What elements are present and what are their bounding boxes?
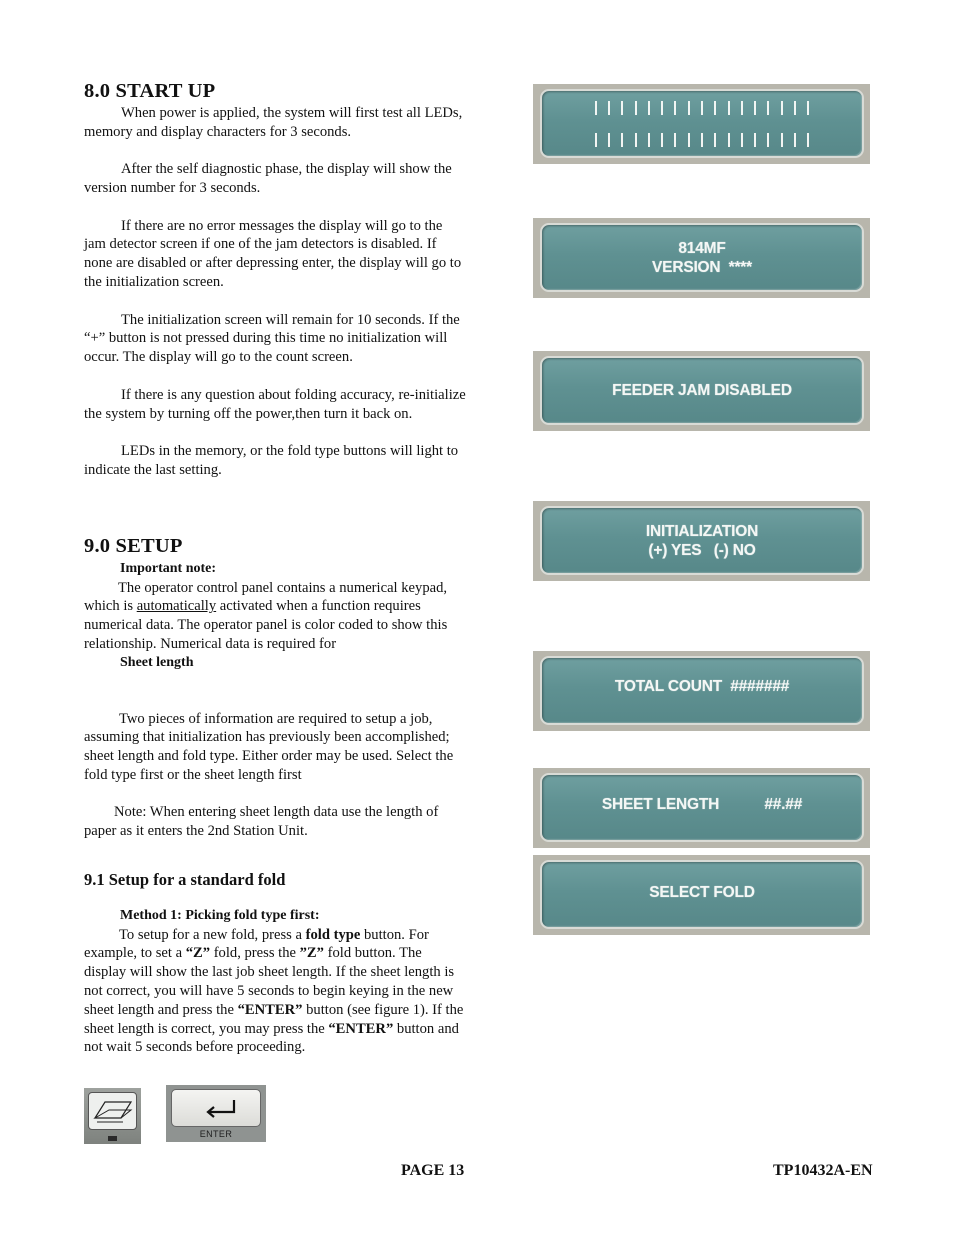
section-setup <box>84 537 466 840</box>
lcd-display-total-count <box>533 651 870 731</box>
lcd-test-segment <box>754 101 756 115</box>
lcd-test-segment <box>688 133 690 147</box>
document-id: TP10432A-EN <box>773 1162 873 1179</box>
paragraph: When power is applied, the system will first test all LEDs, memory and display characters for 3 seconds. <box>84 104 463 140</box>
lcd-line: TOTAL COUNT ####### <box>614 678 790 695</box>
lcd-test-segment <box>648 101 650 115</box>
fold-button-face <box>88 1092 137 1130</box>
paragraph: To setup for a new fold, press a fold type button. For example, to set a “Z” fold, press the ”Z” fold button. The display will show the last job sheet length. If the sheet length is not correct, you will have 5 seconds to begin keying in the new sheet length and press the “ENTER” button (see figure 1). If the sheet length is correct, you may press the “ENTER” button and not wait 5 seconds before proceeding. <box>84 926 464 1056</box>
lcd-test-segment <box>781 101 783 115</box>
enter-caption: ENTER <box>199 1129 233 1139</box>
paragraph: Two pieces of information are required to setup a job, assuming that initialization has previously been accomplished; sheet length and fold type. Either order may be used. Select the fold type first or the sheet length first <box>84 710 454 783</box>
heading-setup: 9.0 SETUP <box>84 535 183 557</box>
lcd-display-version <box>533 218 870 298</box>
lcd-test-segment <box>728 133 730 147</box>
lcd-line: FEEDER JAM DISABLED <box>612 382 792 399</box>
lcd-test-segment <box>661 133 663 147</box>
lcd-test-segment <box>767 133 769 147</box>
lcd-test-segment <box>728 101 730 115</box>
lcd-test-segment <box>635 133 637 147</box>
enter-arrow-icon <box>172 1090 260 1126</box>
page-number: PAGE 13 <box>401 1162 465 1179</box>
lcd-test-segment <box>621 101 623 115</box>
lcd-test-segment <box>595 101 597 115</box>
lcd-test-segment <box>608 101 610 115</box>
lcd-display-sheet-length <box>533 768 870 848</box>
enter-button-face <box>171 1089 261 1127</box>
lcd-test-segment <box>794 133 796 147</box>
lcd-test-segment <box>701 101 703 115</box>
method-label: Method 1: Picking fold type first: <box>120 907 320 923</box>
lcd-test-segment <box>741 133 743 147</box>
lcd-test-segment <box>674 101 676 115</box>
lcd-line: SELECT FOLD <box>649 884 755 901</box>
lcd-display-test <box>533 84 870 164</box>
note-paragraph: Note: When entering sheet length data use the length of paper as it enters the 2nd Station Unit. <box>84 803 439 839</box>
fold-type-button-image <box>84 1088 141 1144</box>
lcd-line: VERSION **** <box>652 258 752 276</box>
folded-paper-icon <box>89 1093 136 1129</box>
paragraph: The operator control panel contains a numerical keypad, which is automatically activated when a function requires numerical data. The operator panel is color coded to show this relationship. Numerical data is required for <box>84 579 448 652</box>
lcd-test-segment <box>701 133 703 147</box>
lcd-display-select-fold <box>533 855 870 935</box>
lcd-test-segment <box>767 101 769 115</box>
lcd-test-segment <box>754 133 756 147</box>
lcd-display-feeder-jam <box>533 351 870 431</box>
heading-standard-fold: 9.1 Setup for a standard fold <box>84 870 286 889</box>
paragraph: After the self diagnostic phase, the display will show the version number for 3 seconds. <box>84 161 452 196</box>
enter-button-image <box>166 1085 266 1142</box>
lcd-test-segment <box>674 133 676 147</box>
lcd-test-segment <box>741 101 743 115</box>
paragraph: If there are no error messages the display will go to the jam detector screen if one of the jam detectors is disabled. If none are disabled or after depressing enter, the display will go to the initialization screen. <box>84 217 462 290</box>
lcd-line: INITIALIZATION <box>645 522 759 540</box>
led-indicator <box>108 1136 117 1141</box>
lcd-test-segment <box>608 133 610 147</box>
lcd-line: (+) YES (-) NO <box>648 541 756 559</box>
lcd-test-segment <box>621 133 623 147</box>
lcd-test-segment <box>714 101 716 115</box>
lcd-test-segment <box>794 101 796 115</box>
section-start-up <box>84 82 466 480</box>
lcd-test-pattern <box>595 101 810 147</box>
lcd-test-segment <box>807 101 809 115</box>
lcd-test-segment <box>595 133 597 147</box>
heading-start-up: 8.0 START UP <box>84 80 216 102</box>
paragraph: LEDs in the memory, or the fold type buttons will light to indicate the last setting. <box>84 443 459 478</box>
paragraph: The initialization screen will remain for 10 seconds. If the “+” button is not pressed during this time no initialization will occur. The display will go to the count screen. <box>84 311 460 366</box>
important-note-label: Important note: <box>120 560 217 576</box>
lcd-test-segment <box>648 133 650 147</box>
lcd-line: SHEET LENGTH ##.## <box>601 796 803 813</box>
section-standard-fold <box>84 871 466 1057</box>
lcd-test-segment <box>688 101 690 115</box>
lcd-display-initialization <box>533 501 870 581</box>
lcd-test-segment <box>635 101 637 115</box>
paragraph: If there is any question about folding accuracy, re-initialize the system by turning off the power,then turn it back on. <box>84 386 466 422</box>
lcd-test-segment <box>661 101 663 115</box>
lcd-line: 814MF <box>678 239 726 257</box>
lcd-test-segment <box>807 133 809 147</box>
lcd-test-segment <box>781 133 783 147</box>
lcd-test-segment <box>714 133 716 147</box>
sheet-length-label: Sheet length <box>120 654 194 670</box>
